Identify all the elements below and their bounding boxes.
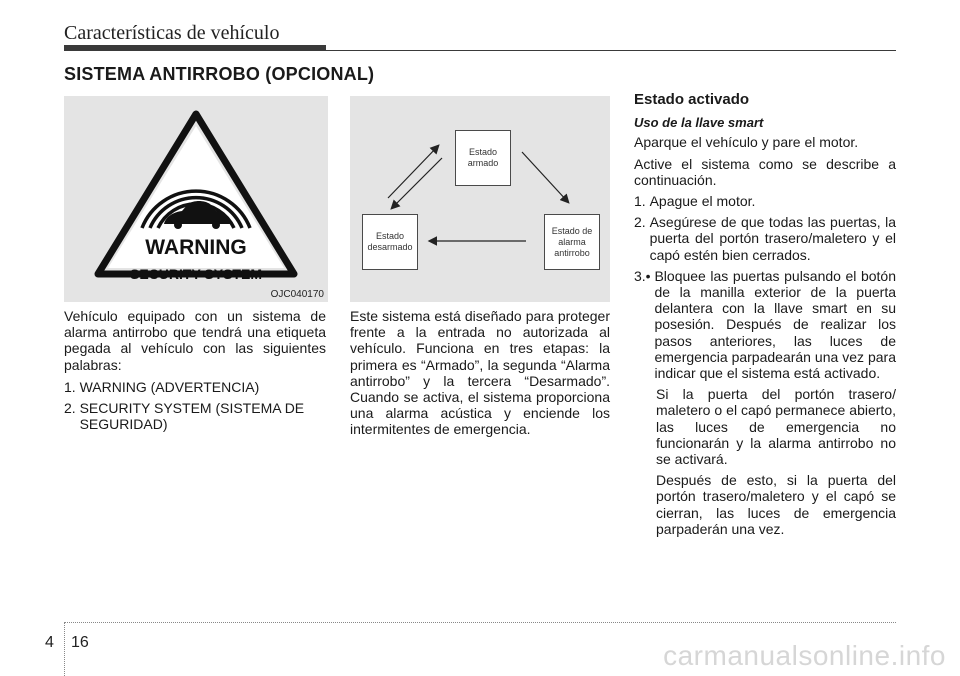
- list-text: Bloquee las puertas pulsando el botón de la manilla exterior de la puerta delantera con la llave smart en su posesión. Después de realizar los pasos anteriores, las luces de emergencia parpadearán una vez para indicar que el sistema está activado.: [654, 267, 896, 382]
- footer-divider: [64, 622, 65, 676]
- system-description: Este sistema está diseñado para proteger frente a la entrada no autorizada al vehículo. Funciona en tres etapas: la primera es “Armado”, la segunda “Alarma antirrobo” y la tercera “Desarmado”. Cuando se activa, el sistema proporciona una alarma acústica y enciende los intermitentes de emergencia.: [350, 308, 610, 438]
- watermark: carmanualsonline.info: [663, 640, 946, 671]
- chapter-number: 4: [45, 634, 54, 651]
- header-rule: [326, 50, 896, 51]
- figure-caption: OJC040170: [270, 289, 324, 300]
- column-1: [64, 308, 326, 437]
- paragraph-after-close: Después de esto, si la puerta del portón trasero/maletero y el capó se cierran, las luces de emergencia parpaderán una vez.: [656, 472, 896, 537]
- list-text: Asegúrese de que todas las puertas, la puerta del portón trasero/maletero y el capó estén bien cerrados.: [649, 214, 896, 263]
- column-3: [634, 92, 896, 542]
- warning-triangle-icon: [64, 96, 328, 302]
- intro-paragraph: Vehículo equipado con un sistema de alarma antirrobo que tendrá una etiqueta pegada al vehículo con las siguientes palabras:: [64, 308, 326, 373]
- arrow-armed-to-disarmed: [392, 158, 442, 208]
- state-alarm-label-1: Estado de: [551, 225, 593, 236]
- list-item: [634, 214, 896, 263]
- list-number: 3.•: [634, 267, 655, 284]
- state-disarmed-box: [362, 214, 418, 270]
- state-alarm-label-3: antirrobo: [554, 247, 590, 258]
- state-disarmed-label-1: Estado: [375, 231, 405, 241]
- header-bar: [64, 45, 326, 51]
- state-armed-label-1: Estado: [468, 147, 497, 157]
- list-text: WARNING (ADVERTENCIA): [79, 378, 260, 395]
- state-diagram-figure: [350, 96, 610, 302]
- security-system-word: SECURITY SYSTEM: [130, 266, 262, 282]
- list-item: [634, 268, 896, 381]
- warning-sticker-figure: [64, 96, 328, 302]
- arrow-armed-to-alarm: [522, 152, 568, 202]
- list-item: [634, 193, 896, 209]
- state-alarm-box: [544, 214, 600, 270]
- state-armed-label-2: armado: [467, 158, 499, 168]
- section-title: SISTEMA ANTIRROBO (OPCIONAL): [64, 64, 375, 84]
- page-header-title: Características de vehículo: [64, 22, 280, 44]
- paragraph-park: Aparque el vehículo y pare el motor.: [634, 134, 859, 151]
- heading-armed-state: Estado activado: [634, 91, 750, 108]
- list-number: 1.: [64, 378, 80, 395]
- paragraph-open-door: Si la puerta del portón trasero/ maletero o el capó permanece abierto, las luces de emergencia no funcionarán y la alarma antirrobo no se activará.: [656, 386, 896, 468]
- page-number: 16: [71, 634, 89, 651]
- state-disarmed-label-2: desarmado: [367, 242, 413, 252]
- list-item: [64, 379, 326, 395]
- arrow-disarmed-to-armed: [388, 146, 438, 198]
- list-number: 2.: [634, 214, 650, 231]
- state-armed-box: [455, 130, 511, 186]
- footer-rule: [64, 622, 896, 623]
- column-2: [350, 308, 610, 444]
- state-arrows: [350, 96, 610, 302]
- list-number: 2.: [64, 400, 80, 417]
- paragraph-activate: Active el sistema como se describe a continuación.: [634, 155, 896, 188]
- list-text: Apague el motor.: [649, 193, 756, 210]
- list-number: 1.: [634, 193, 650, 210]
- list-text: SECURITY SYSTEM (SISTEMA DE SEGURIDAD): [79, 400, 305, 433]
- subheading-smart-key: Uso de la llave smart: [634, 115, 764, 131]
- state-alarm-label-2: alarma: [558, 236, 586, 247]
- list-item: [64, 400, 326, 432]
- warning-word: WARNING: [145, 236, 247, 259]
